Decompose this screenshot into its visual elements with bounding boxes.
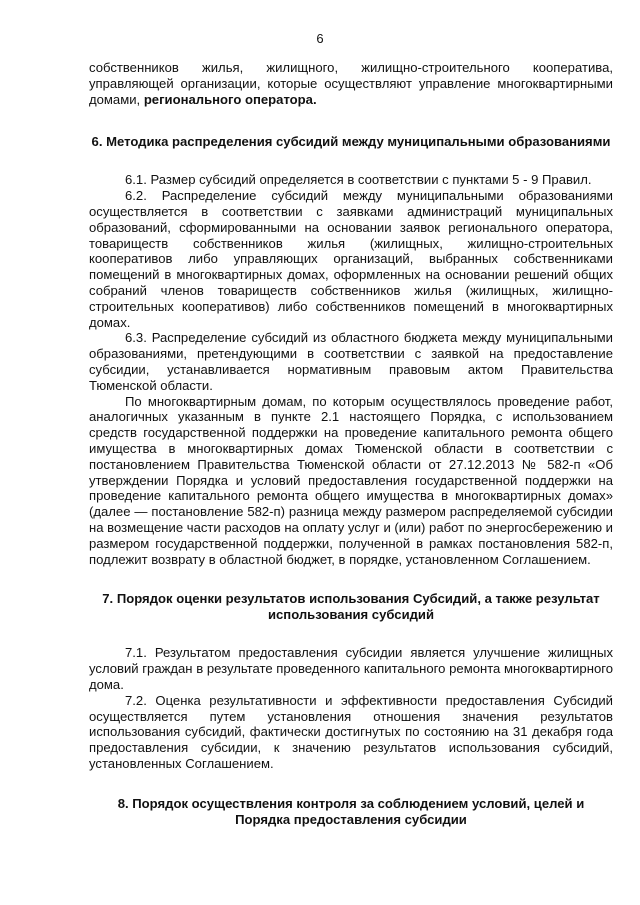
intro-paragraph xyxy=(89,60,613,107)
paragraph-6-2: 6.2. Распределение субсидий между муниципальными образованиями осуществляется в соответствии с заявками администраций муниципальных образований, сформированными на основании заявок регионального оператора, товариществ собственников жилья (жилищных, жилищно-строительных кооперативов либо управляющих организаций, выбранных собственниками помещений в многоквартирных домах, оформленных на основании решений общих собраний членов товариществ собственников жилья (жилищных, жилищно-строительных кооперативов) либо собственников помещений в многоквартирных домах. xyxy=(89,188,613,330)
intro-bold-tail: регионального оператора. xyxy=(143,91,317,107)
intro-text: собственников жилья, жилищного, жилищно-строительного кооператива, управляющей организации, которые осуществляют управление многоквартирными домами, xyxy=(89,60,613,107)
paragraph-6-3-continued: По многоквартирным домам, по которым осуществлялось проведение работ, аналогичных указанным в пункте 2.1 настоящего Порядка, с использованием средств государственной поддержки на проведение капитального ремонта общего имущества в многоквартирных домах Тюменской области в соответствии с постановлением Правительства Тюменской области от 27.12.2013 № 582-п «Об утверждении Порядка и условий предоставления государственной поддержки на проведение капитального ремонта общего имущества в многоквартирных домах» (далее — постановление 582-п) разница между размером распределяемой субсидии на возмещение части расходов на оплату услуг и (или) работ по энергосбережению и размером государственной поддержки, полученной в рамках постановления 582-п, подлежит возврату в областной бюджет, в порядке, установленном Соглашением. xyxy=(89,393,613,567)
paragraph-6-1: 6.1. Размер субсидий определяется в соответствии с пунктами 5 - 9 Правил. xyxy=(125,172,592,188)
document-body xyxy=(89,60,613,828)
section-7-heading: 7. Порядок оценки результатов использования Субсидий, а также результат использования субсидий xyxy=(102,591,600,623)
paragraph-7-2: 7.2. Оценка результативности и эффективности предоставления Субсидий осуществляется путем установления отношения значения результатов использования субсидий, фактически достигнутых по состоянию на 31 декабря года предоставления субсидии, к значению результатов использования субсидий, установленных Соглашением. xyxy=(89,692,613,771)
paragraph-7-1: 7.1. Результатом предоставления субсидии является улучшение жилищных условий граждан в результате проведенного капитального ремонта многоквартирного дома. xyxy=(89,645,613,692)
section-8-heading: 8. Порядок осуществления контроля за соблюдением условий, целей и Порядка предоставления субсидии xyxy=(117,795,585,827)
page-number: 6 xyxy=(316,31,324,46)
paragraph-6-3: 6.3. Распределение субсидий из областного бюджета между муниципальными образованиями, претендующими в соответствии с заявкой на предоставление субсидии, устанавливается нормативным правовым актом Правительства Тюменской области. xyxy=(89,330,613,393)
section-6-heading: 6. Методика распределения субсидий между муниципальными образованиями xyxy=(91,134,611,150)
